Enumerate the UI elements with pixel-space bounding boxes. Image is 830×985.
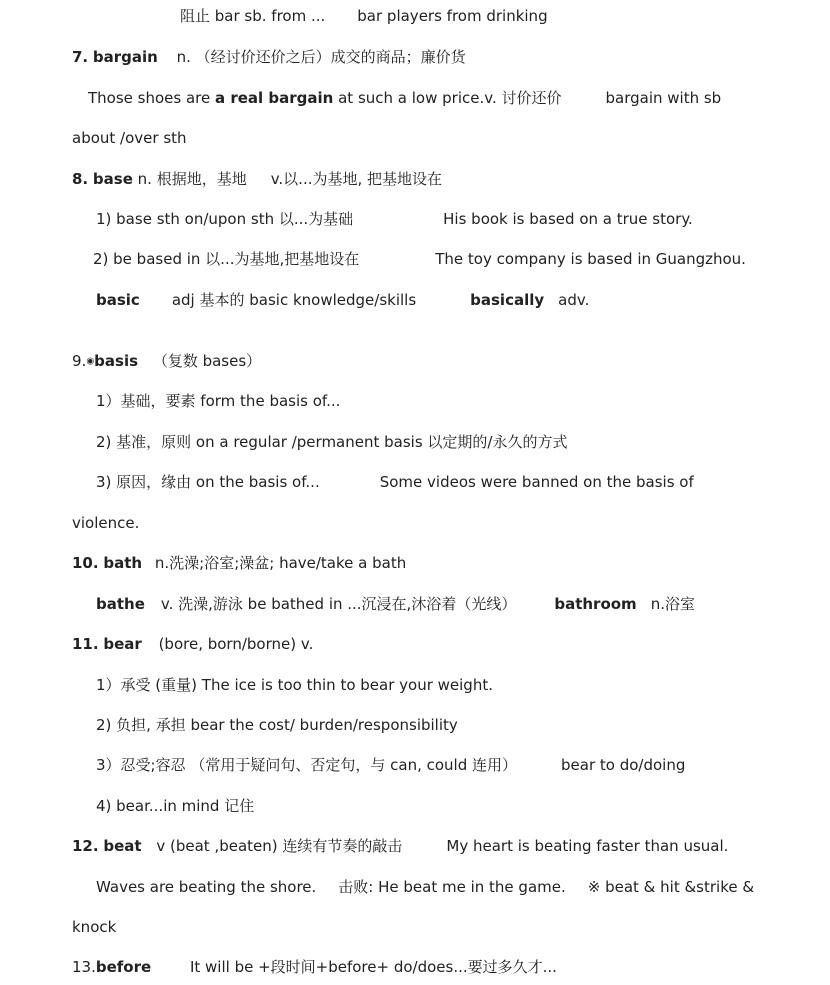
entry-definition: It will be +段时间+before+ do/does...要过多久才... — [189, 958, 557, 976]
text-line — [96, 432, 567, 452]
note-continued: knock — [72, 918, 117, 936]
example-highlight: a real bargain — [215, 89, 334, 107]
derived-word: basic — [96, 291, 140, 309]
example: My heart is beating faster than usual. — [446, 837, 729, 855]
entry-word: before — [95, 958, 152, 976]
sense: 3) 原因，缘由 on the basis of... — [96, 473, 320, 491]
entry-heading — [72, 957, 557, 977]
entry-definition: n. （经讨价还价之后）成交的商品；廉价货 — [176, 48, 466, 66]
sense: 1) base sth on/upon sth 以...为基础 — [96, 210, 354, 228]
text-line — [96, 715, 458, 735]
sense: 3）忍受;容忍 （常用于疑问句、否定句，与 can, could 连用） — [96, 756, 518, 774]
sense: 2) be based in 以...为基地,把基地设在 — [93, 250, 360, 268]
entry-definition-verb: v.以...为基地, 把基地设在 — [270, 170, 443, 188]
example: His book is based on a true story. — [443, 210, 693, 228]
derived-definition: adj 基本的 basic knowledge/skills — [171, 291, 417, 309]
entry-heading — [72, 634, 313, 654]
sense: 2) 负担, 承担 bear the cost/ burden/responsibility — [96, 716, 458, 734]
entry-number: 11. — [72, 635, 99, 653]
text-line — [96, 290, 589, 310]
note: ※ beat & hit &strike & — [587, 878, 755, 896]
entry-word: base — [92, 170, 133, 188]
text-line — [72, 513, 139, 533]
example-sentence: Those shoes are — [88, 89, 215, 107]
text-line — [96, 594, 695, 614]
entry-definition: (bore, born/borne) v. — [158, 635, 314, 653]
entry-word: bath — [103, 554, 143, 572]
text-line — [180, 6, 548, 26]
entry-heading — [72, 553, 406, 573]
entry-number: 12. — [72, 837, 99, 855]
text-line — [72, 128, 187, 148]
example-continued: violence. — [72, 514, 140, 532]
phrase: bear to do/doing — [561, 756, 686, 774]
entry-word: bargain — [92, 48, 158, 66]
text-line — [96, 472, 694, 492]
sense: 1）基础，要素 form the basis of... — [96, 392, 341, 410]
derived-word: bathroom — [554, 595, 637, 613]
entry-heading — [72, 836, 728, 856]
sense: 击败: He beat me in the game. — [338, 878, 566, 896]
derived-word: bathe — [96, 595, 145, 613]
phrase: bargain with sb — [605, 89, 722, 107]
derived-pos: n.浴室 — [650, 595, 695, 613]
example-sentence-rest: at such a low price.v. 讨价还价 — [333, 89, 562, 107]
sense: 1）承受 (重量) The ice is too thin to bear your weight. — [96, 676, 493, 694]
entry-number: 9. — [72, 352, 87, 370]
entry-definition: v (beat ,beaten) 连续有节奏的敲击 — [156, 837, 403, 855]
text-line — [96, 796, 254, 816]
entry-number: 10. — [72, 554, 99, 572]
example: Waves are beating the shore. — [96, 878, 317, 896]
example: bar players from drinking — [357, 7, 548, 25]
phrase: 阻止 bar sb. from ... — [180, 7, 326, 25]
entry-word: bear — [103, 635, 142, 653]
bullet-mark: ◉ — [86, 356, 95, 367]
text-line — [96, 209, 693, 229]
entry-heading — [72, 169, 442, 189]
text-line — [93, 249, 746, 269]
entry-definition: （复数 bases） — [152, 352, 262, 370]
text-line — [88, 88, 721, 108]
entry-word: beat — [103, 837, 142, 855]
derived-definition: v. 洗澡,游泳 be bathed in ...沉浸在,沐浴着（光线） — [160, 595, 517, 613]
entry-word: basis — [94, 352, 139, 370]
entry-definition: n. 根据地，基地 — [132, 170, 247, 188]
entry-definition: n.洗澡;浴室;澡盆; have/take a bath — [154, 554, 407, 572]
example: Some videos were banned on the basis of — [379, 473, 694, 491]
text-line — [96, 391, 340, 411]
text-line — [96, 877, 754, 897]
phrase-continued: about /over sth — [72, 129, 187, 147]
sense: 2) 基准，原则 on a regular /permanent basis 以定期的/永久的方式 — [96, 433, 568, 451]
text-line — [96, 755, 685, 775]
text-line — [96, 675, 493, 695]
entry-heading — [72, 351, 261, 371]
entry-number: 8. — [72, 170, 89, 188]
entry-number: 13. — [72, 958, 96, 976]
derived-word: basically — [470, 291, 545, 309]
entry-heading — [72, 47, 466, 67]
sense: 4) bear...in mind 记住 — [96, 797, 255, 815]
example: The toy company is based in Guangzhou. — [435, 250, 746, 268]
entry-number: 7. — [72, 48, 89, 66]
derived-pos: adv. — [558, 291, 590, 309]
text-line — [72, 917, 116, 937]
